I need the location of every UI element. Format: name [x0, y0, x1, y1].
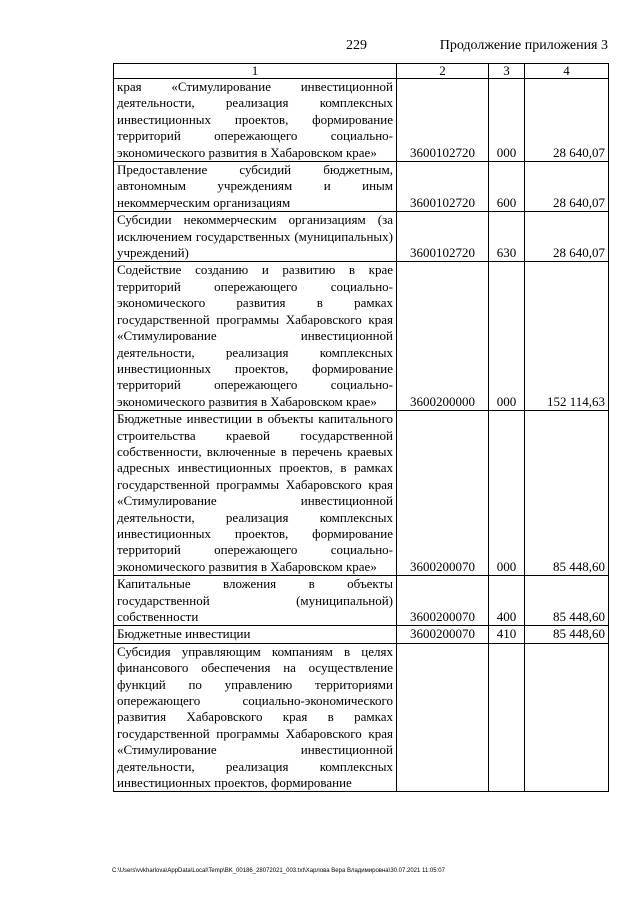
row-expense-type: 630 [489, 212, 525, 262]
row-amount: 28 640,07 [525, 162, 609, 212]
table-header-row [114, 64, 609, 79]
row-expense-type: 400 [489, 576, 525, 626]
continuation-title: Продолжение приложения 3 [439, 38, 608, 53]
row-amount: 28 640,07 [525, 212, 609, 262]
row-target-code: 3600102720 [397, 212, 489, 262]
row-target-code: 3600200070 [397, 411, 489, 576]
row-amount: 85 448,60 [525, 626, 609, 643]
row-target-code: 3600200000 [397, 262, 489, 411]
row-description: края «Стимулирование инвестиционной деятельности, реализация комплексных инвестиционных проектов, формирование территорий опережающего социально-экономического развития в Хабаровском крае» [114, 79, 397, 162]
row-target-code: 3600200070 [397, 626, 489, 643]
table-row [114, 643, 609, 792]
row-amount: 152 114,63 [525, 262, 609, 411]
row-expense-type: 000 [489, 79, 525, 162]
row-target-code: 3600102720 [397, 162, 489, 212]
row-expense-type: 410 [489, 626, 525, 643]
row-expense-type: 000 [489, 262, 525, 411]
row-description: Бюджетные инвестиции в объекты капитального строительства краевой государственной собственности, включенные в перечень краевых адресных инвестиционных проектов, в рамках государственной программы Хабаровского края «Стимулирование инвестиционной деятельности, реализация комплексных инвестиционных проектов, формирование территорий опережающего социально-экономического развития в Хабаровском крае» [114, 411, 397, 576]
column-header-3: 3 [489, 64, 525, 79]
row-target-code: 3600200070 [397, 576, 489, 626]
row-description: Капитальные вложения в объекты государственной (муниципальной) собственности [114, 576, 397, 626]
row-target-code [397, 643, 489, 792]
table-row [114, 162, 609, 212]
table-row [114, 212, 609, 262]
row-amount: 85 448,60 [525, 411, 609, 576]
row-expense-type: 000 [489, 411, 525, 576]
row-expense-type: 600 [489, 162, 525, 212]
row-description: Бюджетные инвестиции [114, 626, 397, 643]
row-description: Субсидия управляющим компаниям в целях финансового обеспечения на осуществление функций по управлению территориями опережающего социально-экономического развития Хабаровского края в рамках государственной программы Хабаровского края «Стимулирование инвестиционной деятельности, реализация комплексных инвестиционных проектов, формирование [114, 643, 397, 792]
row-amount: 85 448,60 [525, 576, 609, 626]
row-description: Субсидии некоммерческим организациям (за исключением государственных (муниципальных) учреждений) [114, 212, 397, 262]
row-expense-type [489, 643, 525, 792]
row-description: Предоставление субсидий бюджетным, автономным учреждениям и иным некоммерческим организациям [114, 162, 397, 212]
row-target-code: 3600102720 [397, 79, 489, 162]
table-row [114, 411, 609, 576]
column-header-1: 1 [114, 64, 397, 79]
table-row [114, 262, 609, 411]
budget-table [113, 63, 609, 792]
file-path-footer: C:\Users\vvkharlova\AppData\Local\Temp\BK_00186_28072021_003.txt\Харлова Вера Владимировна\30.07.2021 11:05:07 [112, 868, 445, 874]
row-description: Содействие созданию и развитию в крае территорий опережающего социально-экономического развития в рамках государственной программы Хабаровского края «Стимулирование инвестиционной деятельности, реализация комплексных инвестиционных проектов, формирование территорий опережающего социально-экономического развития в Хабаровском крае» [114, 262, 397, 411]
table-row [114, 79, 609, 162]
column-header-2: 2 [397, 64, 489, 79]
page-number: 229 [346, 38, 367, 53]
table-row [114, 626, 609, 643]
row-amount [525, 643, 609, 792]
row-amount: 28 640,07 [525, 79, 609, 162]
table-row [114, 576, 609, 626]
column-header-4: 4 [525, 64, 609, 79]
